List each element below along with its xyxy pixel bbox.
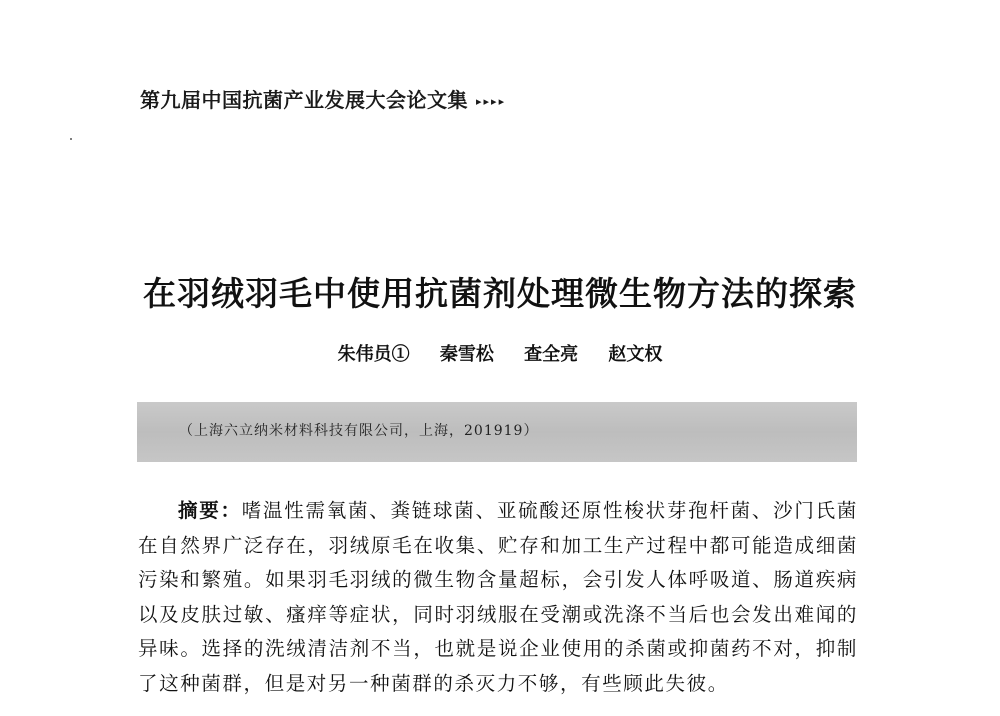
affiliation-band xyxy=(137,402,857,462)
abstract-label: 摘要： xyxy=(178,499,242,522)
author-2: 秦雪松 xyxy=(439,344,494,365)
author-4: 赵文权 xyxy=(608,344,663,365)
affiliation: （上海六立纳米材料科技有限公司，上海，201919） xyxy=(179,423,539,439)
arrow-markers: ▸▸▸▸ xyxy=(476,95,507,108)
author-3: 查全亮 xyxy=(524,344,579,365)
author-1: 朱伟员① xyxy=(337,344,410,365)
abstract-text: 嗜温性需氧菌、粪链球菌、亚硫酸还原性梭状芽孢杆菌、沙门氏菌在自然界广泛存在，羽绒原毛在收集、贮存和加工生产过程中都可能造成细菌污染和繁殖。如果羽毛羽绒的微生物含量超标，会引发人体呼吸道、肠道疾病以及皮肤过敏、瘙痒等症状，同时羽绒服在受潮或洗涤不当后也会发出难闻的异味。选择的洗绒清洁剂不当，也就是说企业使用的杀菌或抑菌药不对，抑制了这种菌群，但是对另一种菌群的杀灭力不够，有些顾此失彼。 xyxy=(138,499,858,695)
scan-speck xyxy=(70,138,72,140)
abstract xyxy=(138,494,858,701)
running-title: 第九届中国抗菌产业发展大会论文集 xyxy=(140,88,468,112)
running-header xyxy=(140,84,506,113)
paper-title: 在羽绒羽毛中使用抗菌剂处理微生物方法的探索 xyxy=(143,274,857,313)
author-list xyxy=(0,340,1000,366)
